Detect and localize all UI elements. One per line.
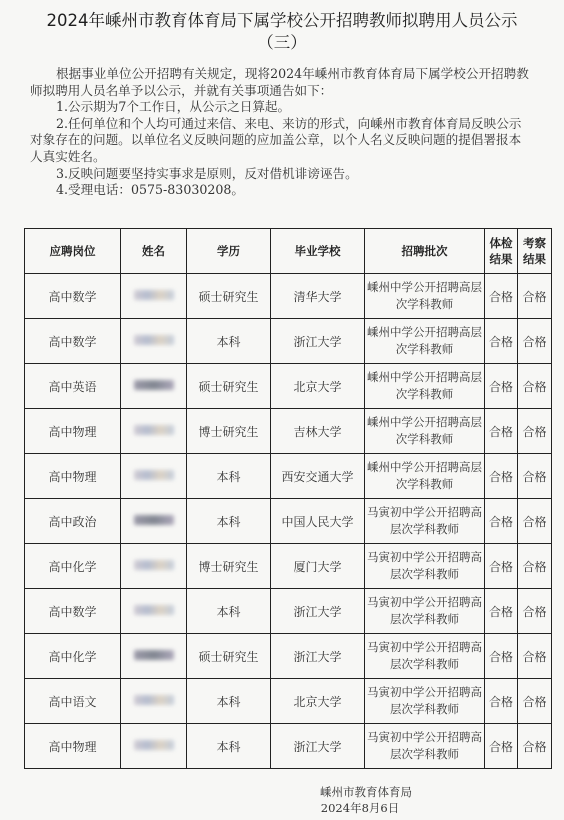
- cell-review: 合格: [518, 274, 552, 319]
- table-row: [25, 409, 552, 454]
- cell-health: 合格: [485, 724, 518, 769]
- table-row: [25, 679, 552, 724]
- cell-school: 清华大学: [271, 274, 365, 319]
- table-body: [25, 274, 552, 769]
- header-review: 考察结果: [518, 229, 552, 274]
- cell-education: 本科: [187, 454, 271, 499]
- cell-name-redacted: [121, 724, 187, 769]
- header-batch: 招聘批次: [365, 229, 485, 274]
- cell-post: 高中数学: [25, 319, 121, 364]
- redacted-name-blur: [134, 650, 174, 660]
- cell-name-redacted: [121, 589, 187, 634]
- table-row: [25, 364, 552, 409]
- cell-batch: 马寅初中学公开招聘高层次学科教师: [365, 724, 485, 769]
- cell-batch: 马寅初中学公开招聘高层次学科教师: [365, 634, 485, 679]
- cell-review: 合格: [518, 319, 552, 364]
- cell-health: 合格: [485, 499, 518, 544]
- cell-batch: 马寅初中学公开招聘高层次学科教师: [365, 679, 485, 724]
- header-name: 姓名: [121, 229, 187, 274]
- cell-review: 合格: [518, 589, 552, 634]
- cell-batch: 马寅初中学公开招聘高层次学科教师: [365, 544, 485, 589]
- header-health: 体检结果: [485, 229, 518, 274]
- notice-body: [30, 66, 530, 199]
- cell-post: 高中英语: [25, 364, 121, 409]
- cell-education: 硕士研究生: [187, 274, 271, 319]
- cell-post: 高中化学: [25, 544, 121, 589]
- cell-name-redacted: [121, 679, 187, 724]
- cell-name-redacted: [121, 544, 187, 589]
- redacted-name-blur: [134, 470, 174, 480]
- redacted-name-blur: [134, 425, 174, 435]
- cell-health: 合格: [485, 364, 518, 409]
- cell-education: 本科: [187, 499, 271, 544]
- header-post: 应聘岗位: [25, 229, 121, 274]
- table-row: [25, 454, 552, 499]
- cell-batch: 嵊州中学公开招聘高层次学科教师: [365, 319, 485, 364]
- cell-health: 合格: [485, 679, 518, 724]
- notice-intro: 根据事业单位公开招聘有关规定，现将2024年嵊州市教育体育局下属学校公开招聘教师拟聘用人员名单予以公示，并就有关事项通告如下：: [30, 66, 529, 98]
- cell-review: 合格: [518, 409, 552, 454]
- cell-education: 博士研究生: [187, 544, 271, 589]
- table-row: [25, 499, 552, 544]
- cell-review: 合格: [518, 454, 552, 499]
- cell-post: 高中物理: [25, 724, 121, 769]
- footer-date: 2024年8月6日: [320, 801, 400, 815]
- cell-education: 博士研究生: [187, 409, 271, 454]
- notice-item-1: 1.公示期为7个工作日，从公示之日算起。: [56, 99, 291, 115]
- cell-school: 浙江大学: [271, 589, 365, 634]
- redacted-name-blur: [134, 560, 174, 570]
- redacted-name-blur: [134, 695, 174, 705]
- cell-batch: 嵊州中学公开招聘高层次学科教师: [365, 409, 485, 454]
- table-row: [25, 589, 552, 634]
- cell-batch: 马寅初中学公开招聘高层次学科教师: [365, 499, 485, 544]
- footer-signature: [280, 784, 440, 816]
- redacted-name-blur: [134, 605, 174, 615]
- cell-education: 本科: [187, 319, 271, 364]
- table-row: [25, 634, 552, 679]
- cell-education: 本科: [187, 724, 271, 769]
- table-row: [25, 724, 552, 769]
- cell-health: 合格: [485, 454, 518, 499]
- cell-school: 中国人民大学: [271, 499, 365, 544]
- cell-post: 高中数学: [25, 589, 121, 634]
- cell-education: 硕士研究生: [187, 364, 271, 409]
- cell-health: 合格: [485, 544, 518, 589]
- redacted-name-blur: [134, 335, 174, 345]
- cell-health: 合格: [485, 409, 518, 454]
- footer-org: 嵊州市教育体育局: [320, 785, 412, 799]
- table-header-row: [25, 229, 552, 274]
- cell-health: 合格: [485, 634, 518, 679]
- cell-education: 本科: [187, 679, 271, 724]
- cell-name-redacted: [121, 409, 187, 454]
- header-school: 毕业学校: [271, 229, 365, 274]
- cell-review: 合格: [518, 544, 552, 589]
- cell-school: 北京大学: [271, 364, 365, 409]
- cell-school: 浙江大学: [271, 319, 365, 364]
- cell-school: 浙江大学: [271, 724, 365, 769]
- cell-batch: 嵊州中学公开招聘高层次学科教师: [365, 454, 485, 499]
- redacted-name-blur: [134, 290, 174, 300]
- hiring-roster-table: [24, 228, 552, 769]
- cell-batch: 嵊州中学公开招聘高层次学科教师: [365, 274, 485, 319]
- notice-item-3: 3.反映问题要坚持实事求是原则，反对借机诽谤诬告。: [56, 165, 358, 181]
- cell-post: 高中物理: [25, 409, 121, 454]
- cell-post: 高中政治: [25, 499, 121, 544]
- cell-post: 高中数学: [25, 274, 121, 319]
- page-title: [0, 10, 564, 54]
- cell-review: 合格: [518, 499, 552, 544]
- redacted-name-blur: [134, 515, 174, 525]
- redacted-name-blur: [134, 380, 174, 390]
- cell-school: 西安交通大学: [271, 454, 365, 499]
- cell-name-redacted: [121, 499, 187, 544]
- cell-batch: 马寅初中学公开招聘高层次学科教师: [365, 589, 485, 634]
- cell-post: 高中化学: [25, 634, 121, 679]
- cell-health: 合格: [485, 274, 518, 319]
- table-row: [25, 274, 552, 319]
- cell-education: 硕士研究生: [187, 634, 271, 679]
- notice-item-4: 4.受理电话：0575-83030208。: [56, 182, 244, 198]
- cell-name-redacted: [121, 274, 187, 319]
- header-education: 学历: [187, 229, 271, 274]
- cell-post: 高中物理: [25, 454, 121, 499]
- cell-school: 北京大学: [271, 679, 365, 724]
- cell-name-redacted: [121, 634, 187, 679]
- cell-education: 本科: [187, 589, 271, 634]
- cell-name-redacted: [121, 454, 187, 499]
- cell-school: 浙江大学: [271, 634, 365, 679]
- cell-review: 合格: [518, 364, 552, 409]
- cell-school: 厦门大学: [271, 544, 365, 589]
- table-row: [25, 544, 552, 589]
- title-line-2: （三）: [257, 33, 307, 52]
- cell-review: 合格: [518, 724, 552, 769]
- cell-batch: 嵊州中学公开招聘高层次学科教师: [365, 364, 485, 409]
- title-line-1: 2024年嵊州市教育体育局下属学校公开招聘教师拟聘用人员公示: [46, 11, 518, 30]
- cell-health: 合格: [485, 589, 518, 634]
- redacted-name-blur: [134, 740, 174, 750]
- cell-name-redacted: [121, 364, 187, 409]
- cell-post: 高中语文: [25, 679, 121, 724]
- notice-item-2: 2.任何单位和个人均可通过来信、来电、来访的形式，向嵊州市教育体育局反映公示对象存在的问题。以单位名义反映问题的应加盖公章，以个人名义反映问题的提倡署报本人真实姓名。: [30, 115, 522, 164]
- cell-review: 合格: [518, 679, 552, 724]
- table-row: [25, 319, 552, 364]
- cell-review: 合格: [518, 634, 552, 679]
- cell-health: 合格: [485, 319, 518, 364]
- cell-school: 吉林大学: [271, 409, 365, 454]
- cell-name-redacted: [121, 319, 187, 364]
